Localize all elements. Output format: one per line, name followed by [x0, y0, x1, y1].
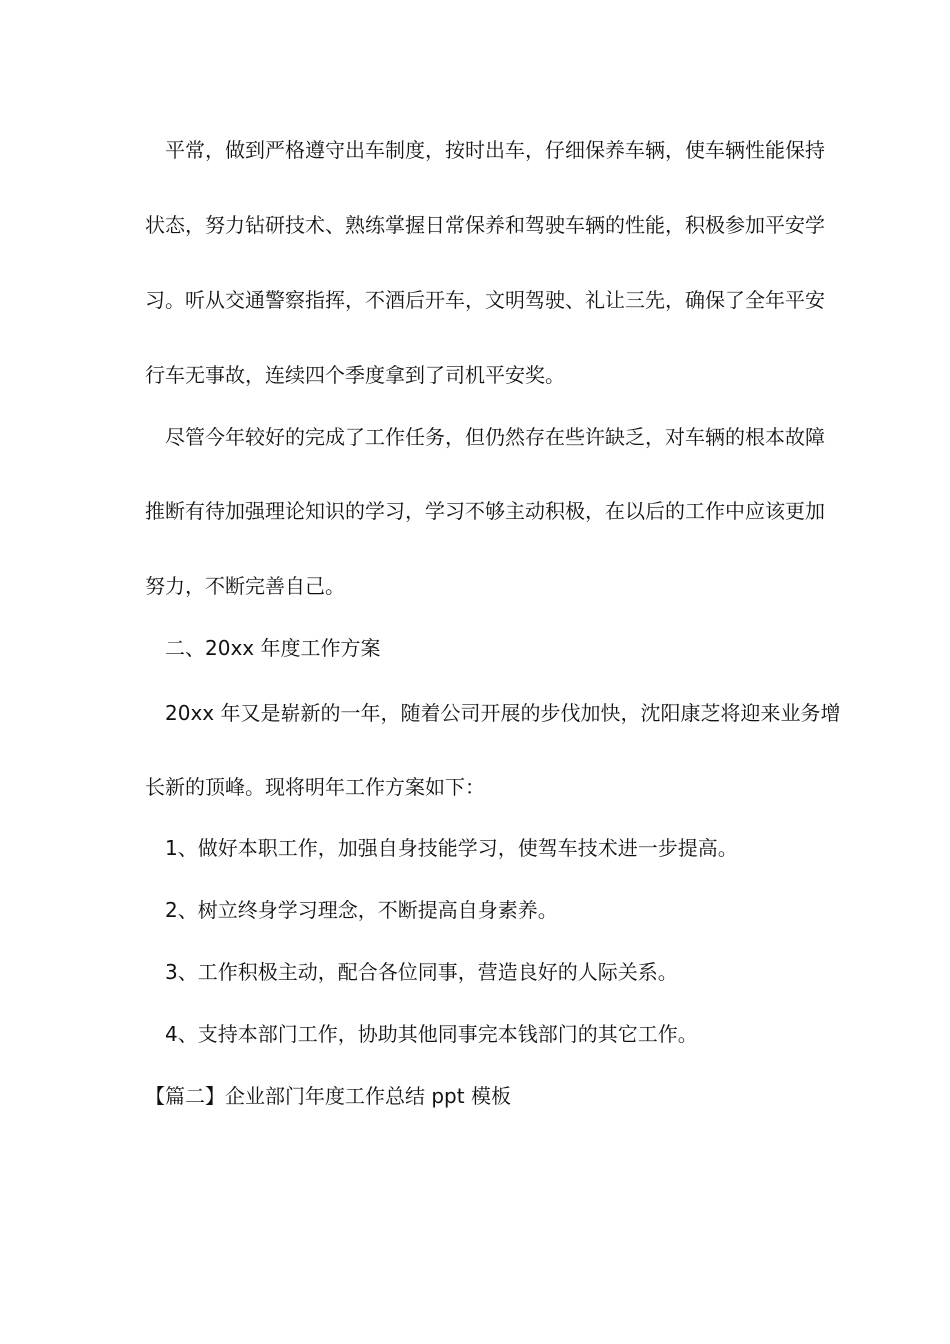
paragraph-line-4: 行车无事故，连续四个季度拿到了司机平安奖。 — [145, 363, 565, 387]
paragraph-line-5: 尽管今年较好的完成了工作任务，但仍然存在些许缺乏，对车辆的根本故障 — [165, 425, 825, 449]
list-item-4: 4、支持本部门工作，协助其他同事完本钱部门的其它工作。 — [165, 1022, 698, 1046]
paragraph-line-8: 20xx 年又是崭新的一年，随着公司开展的步伐加快，沈阳康芝将迎来业务增 — [165, 701, 841, 725]
list-item-1: 1、做好本职工作，加强自身技能学习，使驾车技术进一步提高。 — [165, 836, 738, 860]
paragraph-line-1: 平常，做到严格遵守出车制度，按时出车，仔细保养车辆，使车辆性能保持 — [165, 138, 825, 162]
paragraph-line-9: 长新的顶峰。现将明年工作方案如下： — [145, 775, 485, 799]
paragraph-line-2: 状态，努力钻研技术、熟练掌握日常保养和驾驶车辆的性能，积极参加平安学 — [145, 213, 825, 237]
section-heading-part-two: 【篇二】企业部门年度工作总结 ppt 模板 — [145, 1084, 511, 1108]
paragraph-line-6: 推断有待加强理论知识的学习，学习不够主动积极，在以后的工作中应该更加 — [145, 499, 825, 523]
list-item-3: 3、工作积极主动，配合各位同事，营造良好的人际关系。 — [165, 960, 678, 984]
section-heading-plan: 二、20xx 年度工作方案 — [165, 636, 381, 660]
paragraph-line-3: 习。听从交通警察指挥，不酒后开车，文明驾驶、礼让三先，确保了全年平安 — [145, 288, 825, 312]
list-item-2: 2、树立终身学习理念，不断提高自身素养。 — [165, 898, 558, 922]
paragraph-line-7: 努力，不断完善自己。 — [145, 574, 345, 598]
